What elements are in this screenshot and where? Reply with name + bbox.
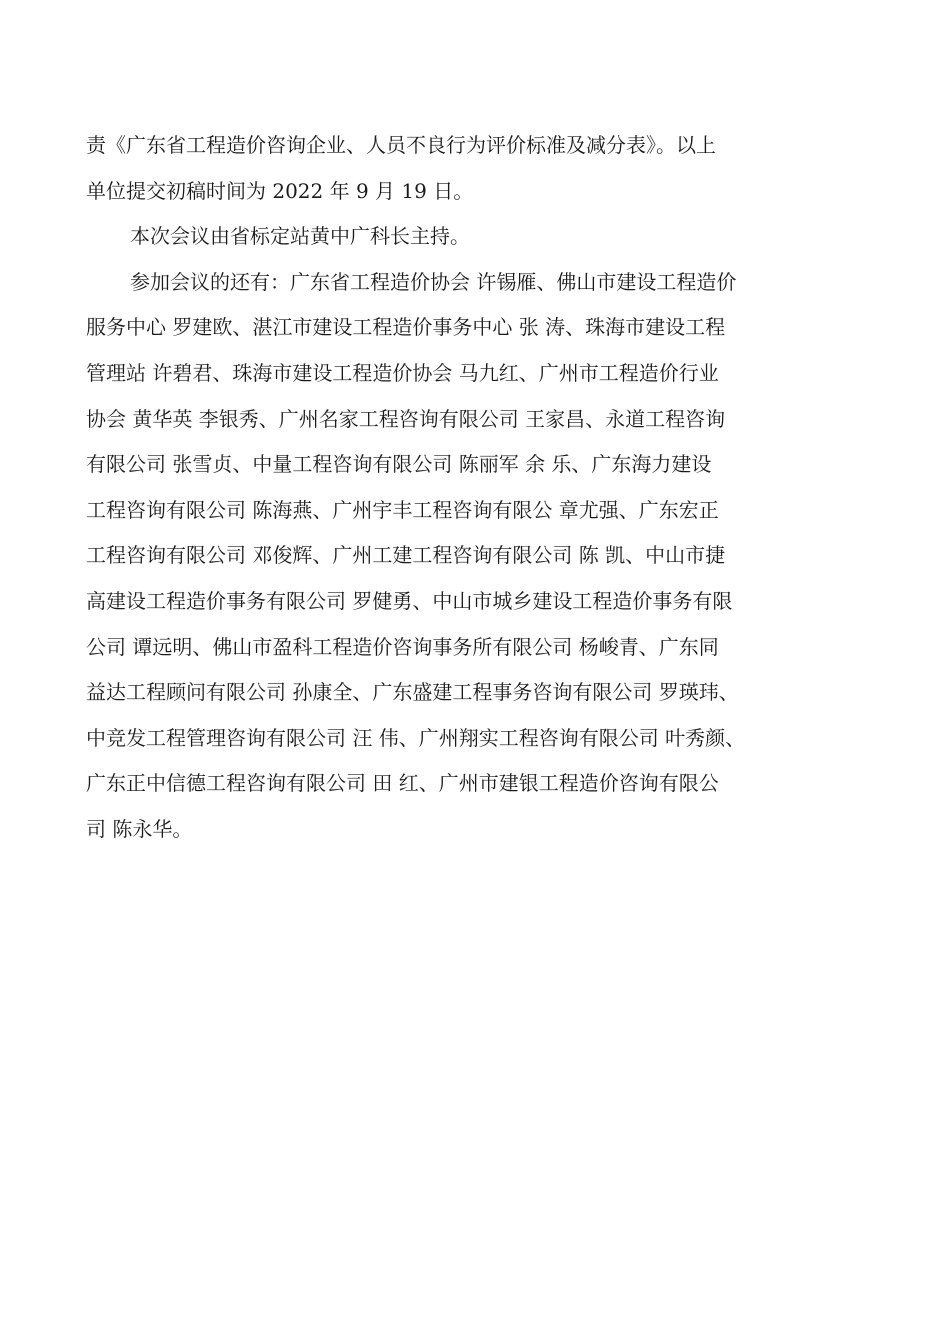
paragraph-3-line-5: 有限公司 张雪贞、中量工程咨询有限公司 陈丽军 余 乐、广东海力建设 [86, 452, 712, 477]
paragraph-3-line-13: 司 陈永华。 [86, 816, 193, 841]
paragraph-3-line-12: 广东正中信德工程咨询有限公司 田 红、广州市建银工程造价咨询有限公 [86, 771, 719, 796]
paragraph-3-line-1: 参加会议的还有：广东省工程造价协会 许锡雁、佛山市建设工程造价 [130, 269, 737, 294]
paragraph-3-line-9: 公司 谭远明、佛山市盈科工程造价咨询事务所有限公司 杨峻青、广东同 [86, 634, 719, 659]
paragraph-3-line-11: 中竞发工程管理咨询有限公司 汪 伟、广州翔实工程咨询有限公司 叶秀颜、 [86, 725, 746, 750]
paragraph-3-line-3: 管理站 许碧君、珠海市建设工程造价协会 马九红、广州市工程造价行业 [86, 360, 719, 385]
paragraph-3-line-7: 工程咨询有限公司 邓俊辉、广州工建工程咨询有限公司 陈 凯、中山市捷 [86, 543, 726, 568]
document-body [86, 123, 866, 853]
paragraph-3-line-6: 工程咨询有限公司 陈海燕、广州宇丰工程咨询有限公 章尤强、广东宏正 [86, 497, 719, 522]
paragraph-1-line-2: 单位提交初稿时间为 2022 年 9 月 19 日。 [86, 178, 474, 203]
paragraph-1-line-1: 责《广东省工程造价咨询企业、人员不良行为评价标准及减分表》。以上 [86, 133, 716, 157]
paragraph-3-line-4: 协会 黄华英 李银秀、广州名家工程咨询有限公司 王家昌、永道工程咨询 [86, 406, 726, 431]
paragraph-3-line-2: 服务中心 罗建欧、湛江市建设工程造价事务中心 张 涛、珠海市建设工程 [86, 315, 726, 340]
paragraph-3-line-10: 益达工程顾问有限公司 孙康全、广东盛建工程事务咨询有限公司 罗瑛玮、 [86, 680, 739, 705]
paragraph-2-line-1: 本次会议由省标定站黄中广科长主持。 [130, 224, 470, 249]
paragraph-3-line-8: 高建设工程造价事务有限公司 罗健勇、中山市城乡建设工程造价事务有限 [86, 588, 733, 613]
